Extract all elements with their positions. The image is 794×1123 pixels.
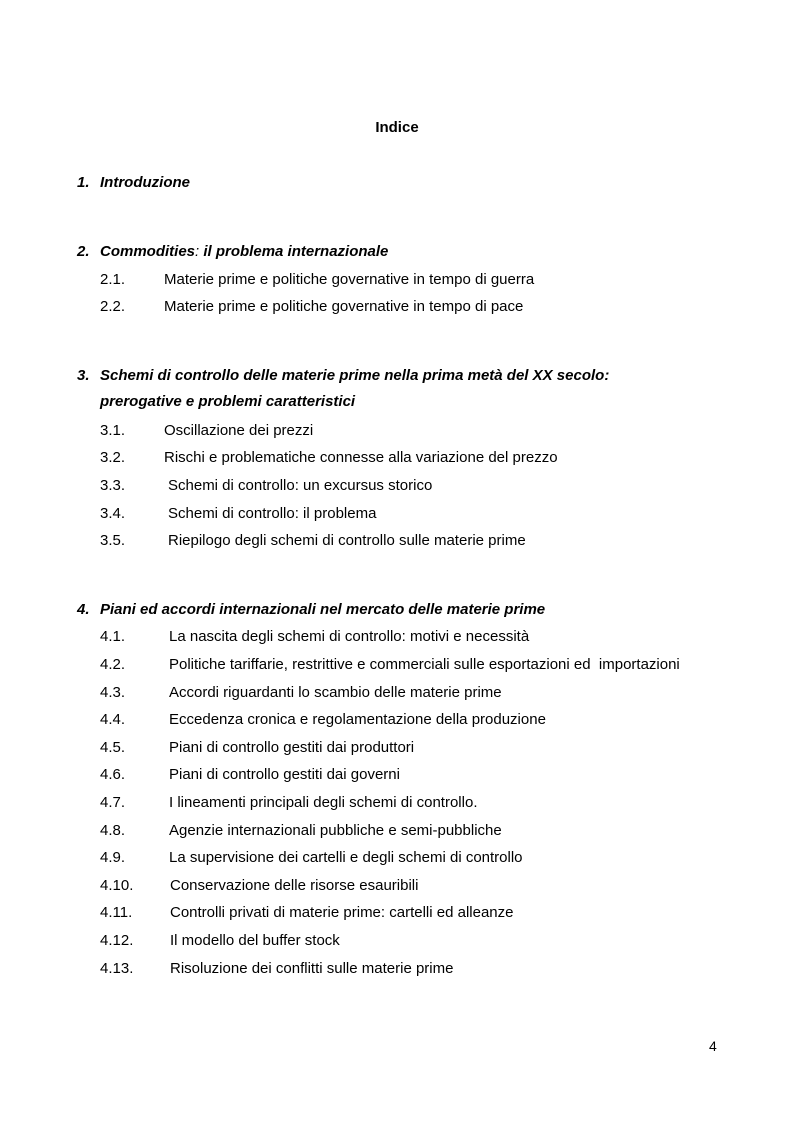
- section-number: 4.1.: [100, 628, 126, 645]
- section-number: 2.2.: [100, 298, 126, 315]
- chapter-2-heading: [77, 243, 388, 260]
- section-title: Schemi di controllo: un excursus storico: [168, 477, 433, 494]
- section-title: Eccedenza cronica e regolamentazione della produzione: [169, 711, 546, 728]
- section-title: Politiche tariffarie, restrittive e commerciali sulle esportazioni ed importazioni: [169, 656, 680, 673]
- section-title: Controlli privati di materie prime: cartelli ed alleanze: [170, 904, 514, 921]
- chapter-number: 4.: [77, 601, 90, 618]
- section-number: 4.13.: [100, 960, 134, 977]
- section-title: Accordi riguardanti lo scambio delle materie prime: [169, 684, 502, 701]
- section-number: 4.12.: [100, 932, 134, 949]
- chapter-number: 1.: [77, 174, 90, 191]
- chapter-title-main: Commodities: [100, 243, 196, 260]
- section-title: Il modello del buffer stock: [170, 932, 340, 949]
- chapter-number: 2.: [77, 243, 90, 260]
- chapter-title-line-1: Schemi di controllo delle materie prime nella prima metà del XX secolo:: [100, 367, 610, 384]
- section-number: 4.11.: [100, 904, 133, 921]
- section-number: 3.3.: [100, 477, 126, 494]
- chapter-title-colon: :: [195, 243, 200, 260]
- chapter-4-heading: [77, 601, 545, 618]
- chapter-title: Piani ed accordi internazionali nel mercato delle materie prime: [100, 601, 546, 618]
- section-number: 4.4.: [100, 711, 126, 728]
- chapter-title-rest: il problema internazionale: [199, 243, 389, 260]
- section-title: Piani di controllo gestiti dai governi: [169, 766, 400, 783]
- section-title: Materie prime e politiche governative in tempo di guerra: [164, 271, 535, 288]
- chapter-3-heading: [77, 367, 609, 410]
- section-number: 4.6.: [100, 766, 126, 783]
- chapter-1-heading: [77, 174, 190, 191]
- section-number: 3.5.: [100, 532, 126, 549]
- section-number: 3.1.: [100, 422, 126, 439]
- section-title: Oscillazione dei prezzi: [164, 422, 314, 439]
- page-title: Indice: [375, 119, 419, 136]
- section-number: 2.1.: [100, 271, 126, 288]
- section-title: Rischi e problematiche connesse alla variazione del prezzo: [164, 449, 558, 466]
- page-number: 4: [709, 1038, 717, 1054]
- section-title: La nascita degli schemi di controllo: motivi e necessità: [169, 628, 530, 645]
- section-number: 4.3.: [100, 684, 126, 701]
- section-title: Risoluzione dei conflitti sulle materie prime: [170, 960, 454, 977]
- chapter-title-line-2: prerogative e problemi caratteristici: [100, 393, 356, 410]
- section-number: 3.2.: [100, 449, 126, 466]
- section-title: La supervisione dei cartelli e degli schemi di controllo: [169, 849, 523, 866]
- chapter-number: 3.: [77, 367, 90, 384]
- section-title: Agenzie internazionali pubbliche e semi-pubbliche: [169, 822, 502, 839]
- section-number: 4.5.: [100, 739, 126, 756]
- section-title: Riepilogo degli schemi di controllo sulle materie prime: [168, 532, 526, 549]
- section-number: 4.7.: [100, 794, 126, 811]
- section-title: Materie prime e politiche governative in tempo di pace: [164, 298, 524, 315]
- section-title: Piani di controllo gestiti dai produttori: [169, 739, 415, 756]
- section-title: Conservazione delle risorse esauribili: [170, 877, 419, 894]
- section-number: 4.9.: [100, 849, 126, 866]
- section-number: 4.2.: [100, 656, 126, 673]
- section-number: 4.10.: [100, 877, 134, 894]
- section-number: 4.8.: [100, 822, 126, 839]
- chapter-title: Introduzione: [100, 174, 190, 191]
- section-number: 3.4.: [100, 505, 126, 522]
- section-title: Schemi di controllo: il problema: [168, 505, 377, 522]
- section-title: I lineamenti principali degli schemi di controllo.: [169, 794, 478, 811]
